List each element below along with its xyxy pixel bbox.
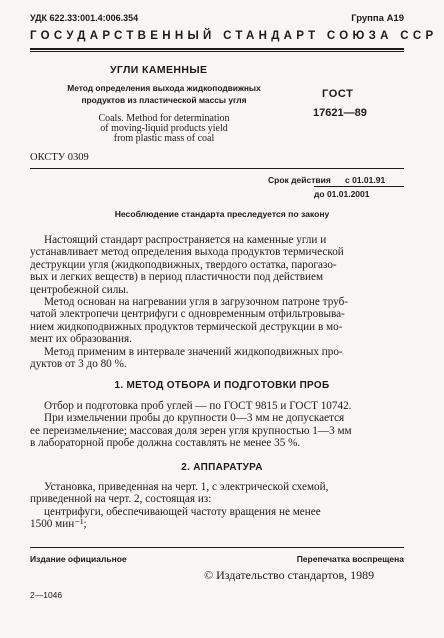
okstu-code: ОКСТУ 0309 [30, 152, 89, 163]
intro-paragraph-3 [30, 346, 402, 371]
text-line: Метод основан на нагревании угля в загрузочном патроне труб- [44, 296, 348, 308]
udk-code: УДК 622.33:001.4:006.354 [30, 13, 139, 23]
header-rule-thick [30, 48, 404, 50]
section-1-paragraph [30, 400, 402, 450]
doc-title: УГЛИ КАМЕННЫЕ [110, 64, 208, 76]
text-line: 1500 мин⁻¹; [30, 518, 87, 531]
gost-label: ГОСТ [322, 88, 354, 100]
text-line: Отбор и подготовка проб углей — по ГОСТ 9815 и ГОСТ 10742. [44, 400, 352, 412]
section-1-title: 1. МЕТОД ОТБОРА И ПОДГОТОВКИ ПРОБ [114, 380, 330, 391]
text-line: приведенной на черт. 2, состоящая из: [30, 493, 212, 506]
title-ru-line1: Метод определения выхода жидкоподвижных [67, 83, 261, 93]
gost-number: 17621—89 [313, 107, 367, 119]
text-line: ее переизмельчение; массовая доля зерен угля крупностью 1—3 мм [30, 424, 352, 437]
intro-paragraph-1 [30, 234, 402, 296]
group-code: Группа А19 [351, 13, 404, 24]
section-2-paragraph-1 [30, 481, 402, 506]
reprint-notice: Перепечатка воспрещена [296, 554, 404, 564]
validity-rule [314, 186, 404, 187]
legal-warning: Несоблюдение стандарта преследуется по закону [114, 209, 330, 219]
text-line: При измельчении пробы до крупности 0—3 мм не допускается [44, 412, 345, 425]
publisher-copyright: © Издательство стандартов, 1989 [204, 568, 375, 582]
text-line: нием жидкоподвижных продуктов термической деструкции в мо- [30, 320, 343, 333]
print-code: 2—1046 [30, 590, 63, 600]
text-line: деструкции угля (жидкоподвижных, твердого остатка, парогазо- [30, 258, 337, 271]
section-2-paragraph-2 [30, 506, 402, 531]
header-rule-thin [30, 51, 404, 52]
title-rule [30, 168, 404, 169]
text-line: устанавливает метод определения выхода продуктов термической [30, 246, 344, 259]
text-line: дуктов от 3 до 80 %. [30, 358, 127, 371]
text-line: чатой электропечи центрифуги с одновременным отфильтровыва- [30, 308, 345, 321]
text-line: Установка, приведенная на черт. 1, с электрической схемой, [44, 481, 329, 493]
text-line: центрифуги, обеспечивающей частоту вращения не менее [44, 506, 321, 518]
validity-label: Срок действия [268, 175, 331, 185]
official-edition: Издание официальное [30, 554, 127, 564]
footer-rule [30, 547, 404, 548]
validity-to: до 01.01.2001 [314, 189, 370, 199]
text-line: вых и легких веществ) в период пластичности под действием [30, 271, 324, 284]
validity-from: с 01.01.91 [345, 175, 386, 185]
text-line: центробежной силы. [30, 283, 129, 296]
intro-paragraph-2 [30, 296, 402, 346]
title-en-line2: of moving-liquid products yield [100, 123, 228, 134]
text-line: Метод применим в интервале значений жидкоподвижных про- [44, 346, 343, 358]
text-line: Настоящий стандарт распространяется на каменные угли и [44, 234, 327, 246]
text-line: в лабораторной пробе должна составлять не менее 35 %. [30, 437, 301, 450]
title-ru-line2: продуктов из пластической массы угля [81, 95, 247, 105]
title-en-line3: from plastic mass of coal [113, 133, 215, 144]
title-en-line1: Coals. Method for determination [98, 113, 230, 124]
section-2-title: 2. АППАРАТУРА [181, 462, 263, 473]
text-line: мент их образования. [30, 333, 132, 346]
standard-org-title: ГОСУДАРСТВЕННЫЙ СТАНДАРТ СОЮЗА ССР [30, 30, 438, 42]
